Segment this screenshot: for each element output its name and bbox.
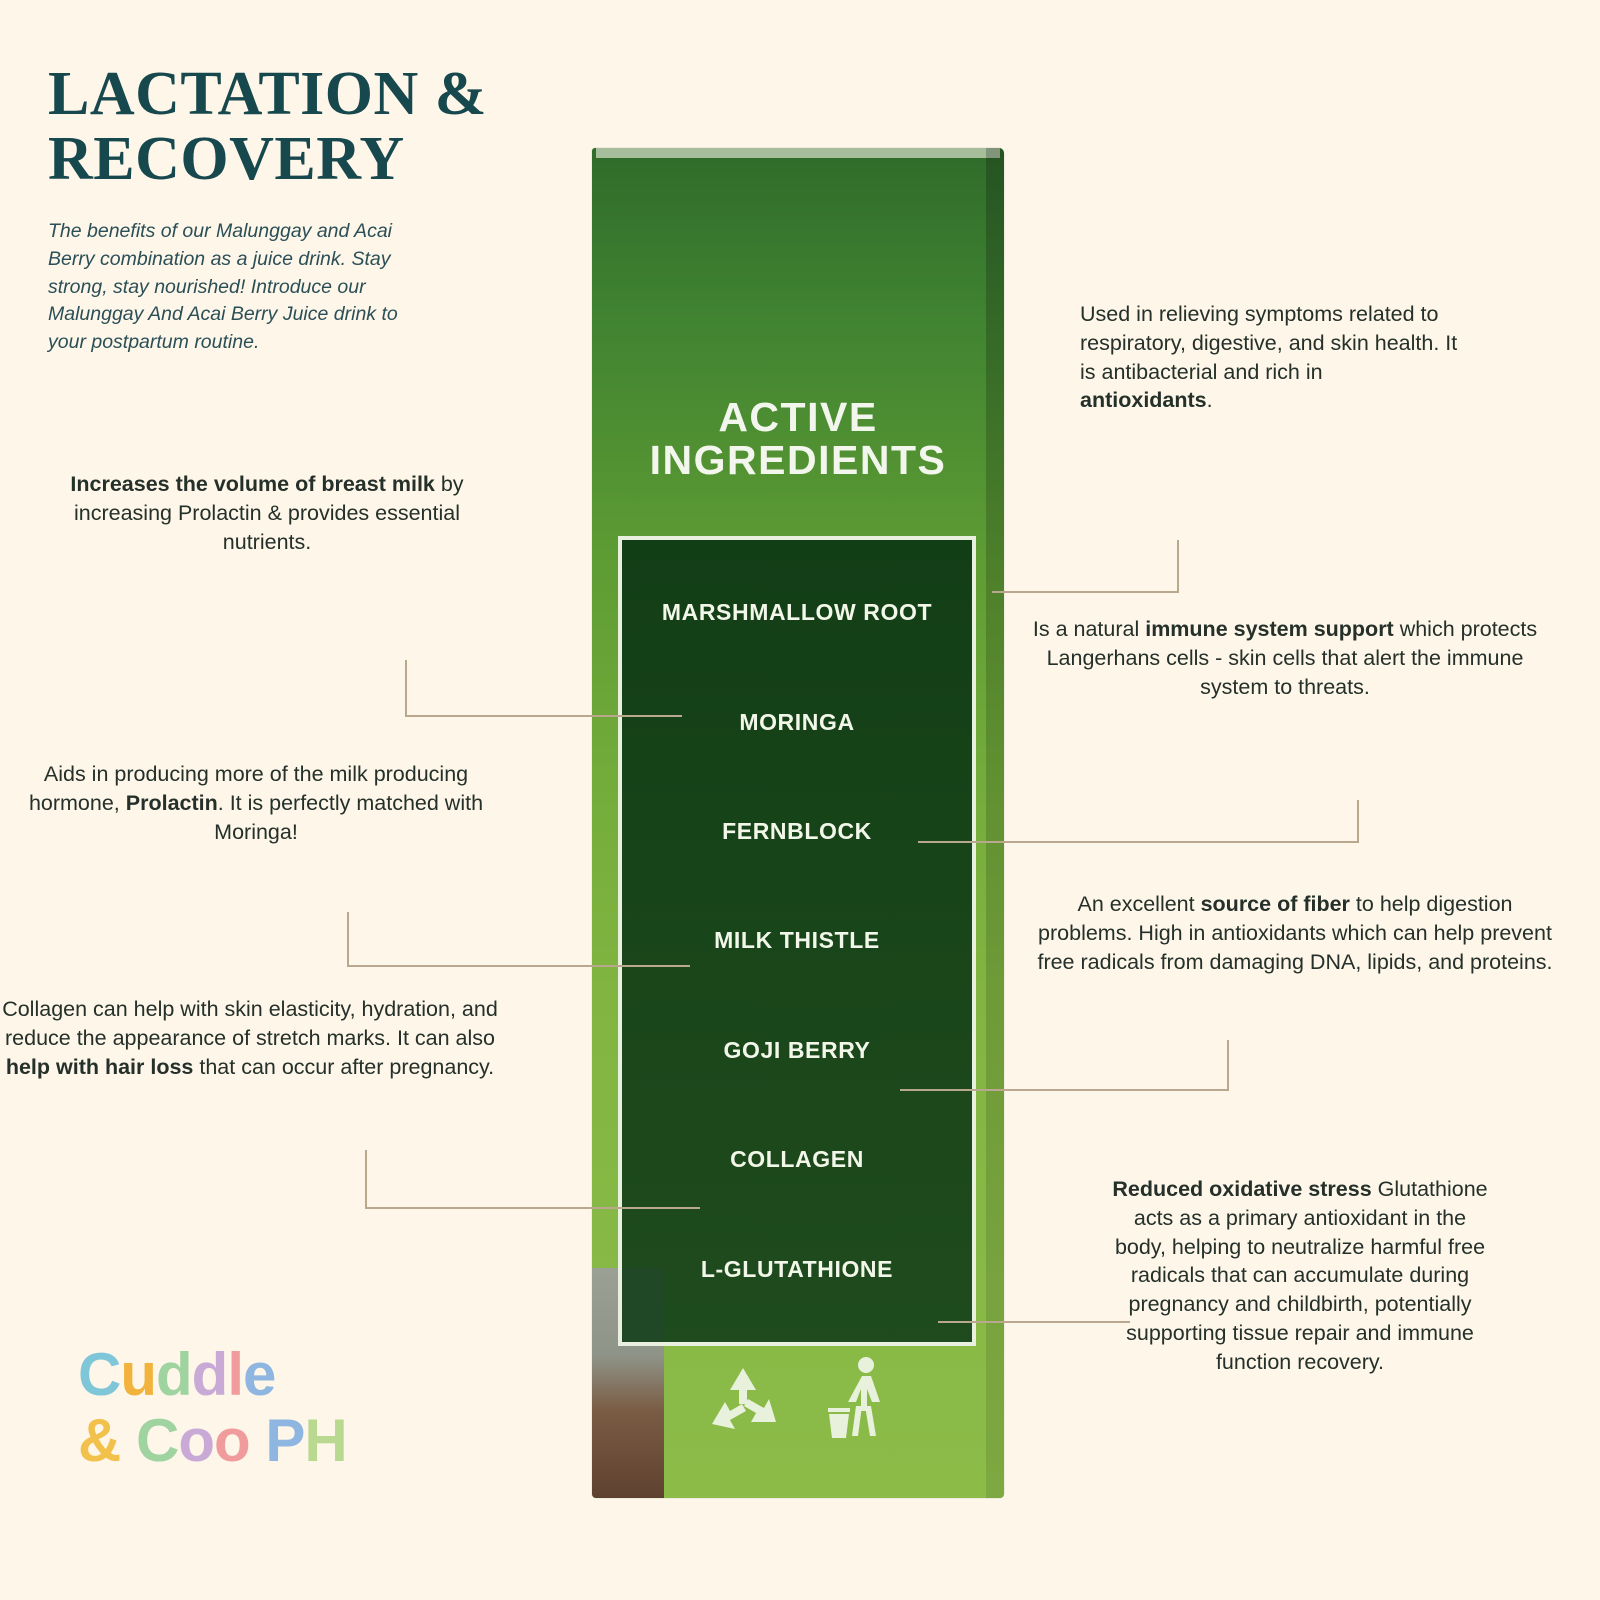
logo-line-2: & Coo PH xyxy=(78,1407,347,1474)
brand-logo xyxy=(78,1341,378,1525)
active-ingredients-heading xyxy=(592,396,1004,483)
ingredients-panel xyxy=(618,536,976,1346)
connector-marshmallow-root xyxy=(992,540,1178,592)
page-title: LACTATION & RECOVERY xyxy=(48,60,487,194)
product-box-image xyxy=(592,148,1004,1498)
ingredient-item: L-GLUTATHIONE xyxy=(700,1255,894,1282)
box-front-face xyxy=(592,148,1004,1498)
ingredient-item: MILK THISTLE xyxy=(714,927,880,954)
callout-fernblock: Is a natural immune system support which protects Langerhans cells - skin cells that alert the immune system to threats. xyxy=(1032,617,1538,699)
callout-moringa: Increases the volume of breast milk by increasing Prolactin & provides essential nutrients. xyxy=(70,472,464,554)
title-block xyxy=(48,62,608,376)
box-top-lip xyxy=(596,148,1000,158)
callout-l-glutathione: Reduced oxidative stress Glutathione acts as a primary antioxidant in the body, helping to neutralize harmful free radicals that can accumulate during pregnancy and childbirth, potentially supporting tissue repair and immune function recovery. xyxy=(1112,1177,1488,1374)
recycling-icon xyxy=(700,1360,786,1440)
ingredient-item: MARSHMALLOW ROOT xyxy=(661,599,933,626)
callout-milk-thistle: Aids in producing more of the milk producing hormone, Prolactin. It is perfectly matched with Moringa! xyxy=(28,762,484,844)
ingredient-item: MORINGA xyxy=(739,708,855,735)
intro-paragraph: The benefits of our Malunggay and Acai Berry combination as a juice drink. Stay strong, stay nourished! Introduce our Malunggay And Acai Berry Juice drink to your postpartum routine. xyxy=(48,220,398,353)
callout-marshmallow-root: Used in relieving symptoms related to respiratory, digestive, and skin health. It is antibacterial and rich in antioxidants. xyxy=(1080,302,1458,413)
ingredient-item: COLLAGEN xyxy=(730,1146,864,1173)
callout-goji-berry: An excellent source of fiber to help digestion problems. High in antioxidants which can help prevent free radicals from damaging DNA, lipids, and proteins. xyxy=(1037,892,1553,974)
litter-bin-icon xyxy=(822,1354,896,1440)
packaging-icons xyxy=(688,1344,908,1440)
heading-line-1: ACTIVE xyxy=(718,394,878,440)
ingredient-item: GOJI BERRY xyxy=(723,1036,871,1063)
box-side-edge xyxy=(986,148,1004,1498)
callout-collagen: Collagen can help with skin elasticity, hydration, and reduce the appearance of stretch marks. It can also help with hair loss that can occur after pregnancy. xyxy=(2,997,498,1079)
ingredient-item: FERNBLOCK xyxy=(722,818,872,845)
logo-line-1: Cuddle xyxy=(78,1341,276,1408)
heading-line-2: INGREDIENTS xyxy=(649,437,947,484)
